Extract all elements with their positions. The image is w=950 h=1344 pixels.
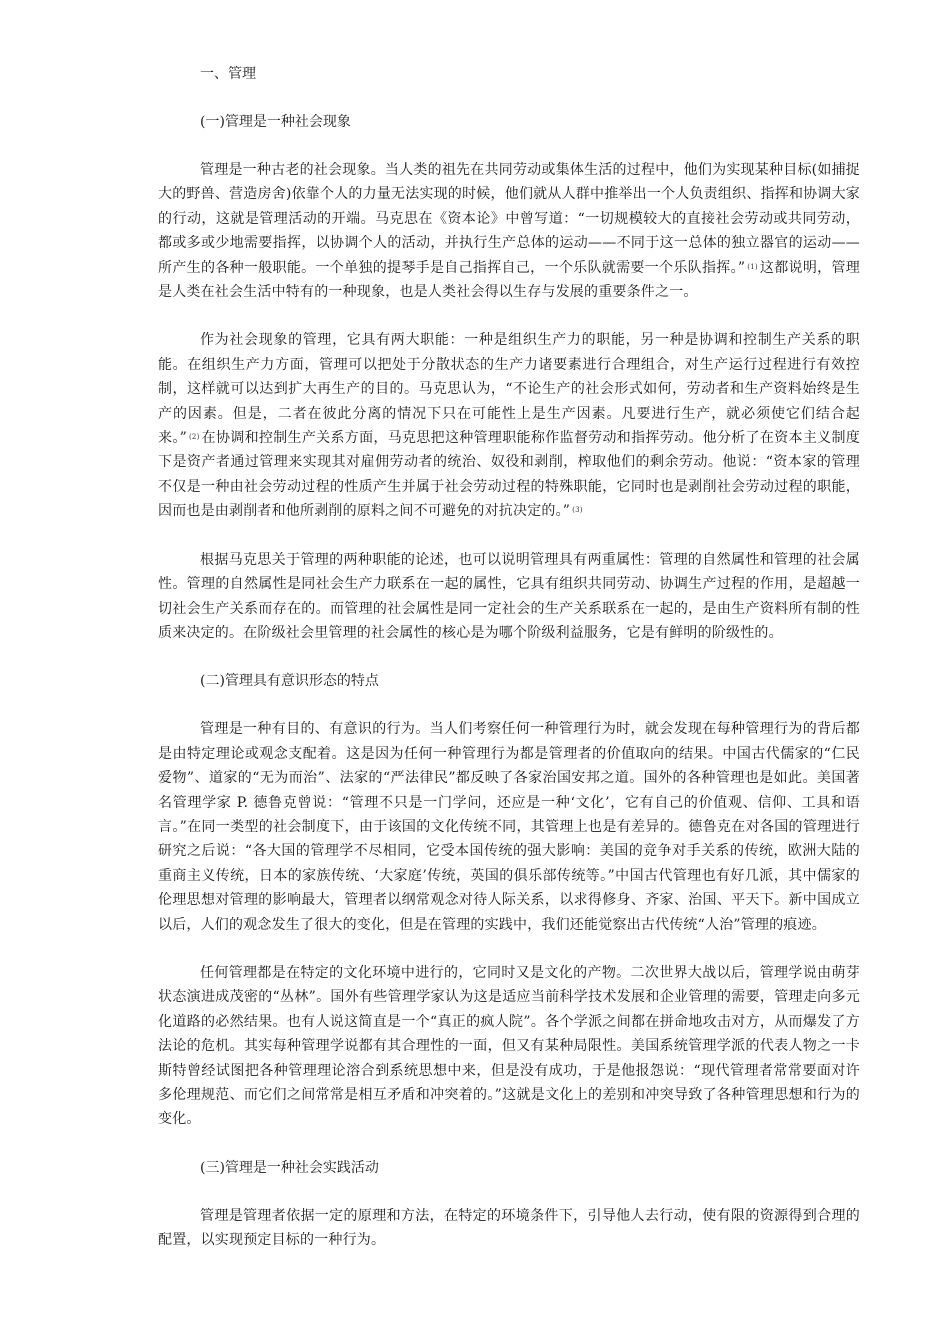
paragraph-6: 管理是管理者依据一定的原理和方法，在特定的环境条件下，引导他人去行动，使有限的资源得到合理的配置，以实现预定目标的一种行为。 <box>158 1207 860 1249</box>
paragraph-1 <box>158 158 860 304</box>
paragraph-2-text-b: 在协调和控制生产关系方面，马克思把这种管理职能称作监督劳动和指挥劳动。他分析了在资本主义制度下是资产者通过管理来实现其对雇佣劳动者的统治、奴役和剥削，榨取他们的剩余劳动。他说：“资本家的管理不仅是一种由社会劳动过程的性质产生并属于社会劳动过程的特殊职能，它同时也是剥削社会劳动过程的职能，因而也是由剥削者和他所剥削的原料之间不可避免的对抗决定的。” <box>158 430 860 520</box>
paragraph-1-text-b: 这都说明，管理是人类在社会生活中特有的一种现象，也是人类社会得以生存与发展的重要条件之一。 <box>158 259 860 301</box>
subsection-heading-2: (二)管理具有意识形态的特点 <box>200 673 379 690</box>
footnote-ref-1: (1) <box>747 262 758 271</box>
footnote-ref-2: (2) <box>189 433 200 442</box>
paragraph-3: 根据马克思关于管理的两种职能的论述，也可以说明管理具有两重属性：管理的自然属性和管理的社会属性。管理的自然属性是同社会生产力联系在一起的属性，它具有组织共同劳动、协调生产过程的作用，是超越一切社会生产关系而存在的。而管理的社会属性是同一定社会的生产关系联系在一起的，是由生产资料所有制的性质来决定的。在阶级社会里管理的社会属性的核心是为哪个阶级利益服务，它是有鲜明的阶级性的。 <box>158 551 860 641</box>
paragraph-2-text-a: 作为社会现象的管理，它具有两大职能：一种是组织生产力的职能，另一种是协调和控制生产关系的职能。在组织生产力方面，管理可以把处于分散状态的生产力诸要素进行合理组合，对生产运行过程进行有效控制，这样就可以达到扩大再生产的目的。马克思认为，“不论生产的社会形式如何，劳动者和生产资料始终是生产的因素。但是，二者在彼此分离的情况下只在可能性上是生产因素。凡要进行生产，就必须使它们结合起来。” <box>158 332 860 447</box>
footnote-ref-3: (3) <box>572 506 583 515</box>
paragraph-5: 任何管理都是在特定的文化环境中进行的，它同时又是文化的产物。二次世界大战以后，管理学说由萌芽状态演进成茂密的“丛林”。国外有些管理学家认为这是适应当前科学技术发展和企业管理的需要，管理走向多元化道路的必然结果。也有人说这简直是一个“真正的疯人院”。各个学派之间都在拼命地攻击对方，从而爆发了方法论的危机。其实每种管理学说都有其合理性的一面，但又有某种局限性。美国系统管理学派的代表人物之一卡斯特曾经试图把各种管理理论溶合到系统思想中来，但是没有成功，于是他报怨说：“现代管理者常常要面对许多伦理规范、而它们之间常常是相互矛盾和冲突着的。”这就是文化上的差别和冲突导致了各种管理思想和行为的变化。 <box>158 964 860 1128</box>
paragraph-4: 管理是一种有目的、有意识的行为。当人们考察任何一种管理行为时，就会发现在每种管理行为的背后都是由特定理论或观念支配着。这是因为任何一种管理行为都是管理者的价值取向的结果。中国古代儒家的“仁民爱物”、道家的“无为而治”、法家的“严法律民”都反映了各家治国安邦之道。国外的各种管理也是如此。美国著名管理学家 P. 德鲁克曾说：“管理不只是一门学问，还应是一种‘文化’，它有自己的价值观、信仰、工具和语言。”在同一类型的社会制度下，由于该国的文化传统不同，其管理上也是有差异的。德鲁克在对各国的管理进行研究之后说：“各大国的管理学不尽相同，它受本国传统的强大影响：美国的竞争对手关系的传统，欧洲大陆的重商主义传统，日本的家族传统、‘大家庭’传统，英国的俱乐部传统等。”中国古代管理也有好几派，其中儒家的伦理思想对管理的影响最大，管理者以纲常观念对待人际关系，以求得修身、齐家、治国、平天下。新中国成立以后，人们的观念发生了很大的变化，但是在管理的实践中，我们还能觉察出古代传统“人治”管理的痕迹。 <box>158 721 860 933</box>
paragraph-2 <box>158 328 860 523</box>
subsection-heading-3: (三)管理是一种社会实践活动 <box>200 1159 379 1176</box>
section-heading: 一、管理 <box>200 66 256 82</box>
subsection-heading-1: (一)管理是一种社会现象 <box>200 114 351 130</box>
document-page <box>158 62 860 1253</box>
paragraph-1-text-a: 管理是一种古老的社会现象。当人类的祖先在共同劳动或集体生活的过程中，他们为实现某种目标(如捕捉大的野兽、营造房舍)依靠个人的力量无法实现的时候，他们就从人群中推举出一个人负责组织、指挥和协调大家的行动，这就是管理活动的开端。马克思在《资本论》中曾写道：“一切规模较大的直接社会劳动或共同劳动，都或多或少地需要指挥，以协调个人的活动，并执行生产总体的运动——不同于这一总体的独立器官的运动——所产生的各种一般职能。一个单独的提琴手是自己指挥自己，一个乐队就需要一个乐队指挥。” <box>158 162 860 276</box>
